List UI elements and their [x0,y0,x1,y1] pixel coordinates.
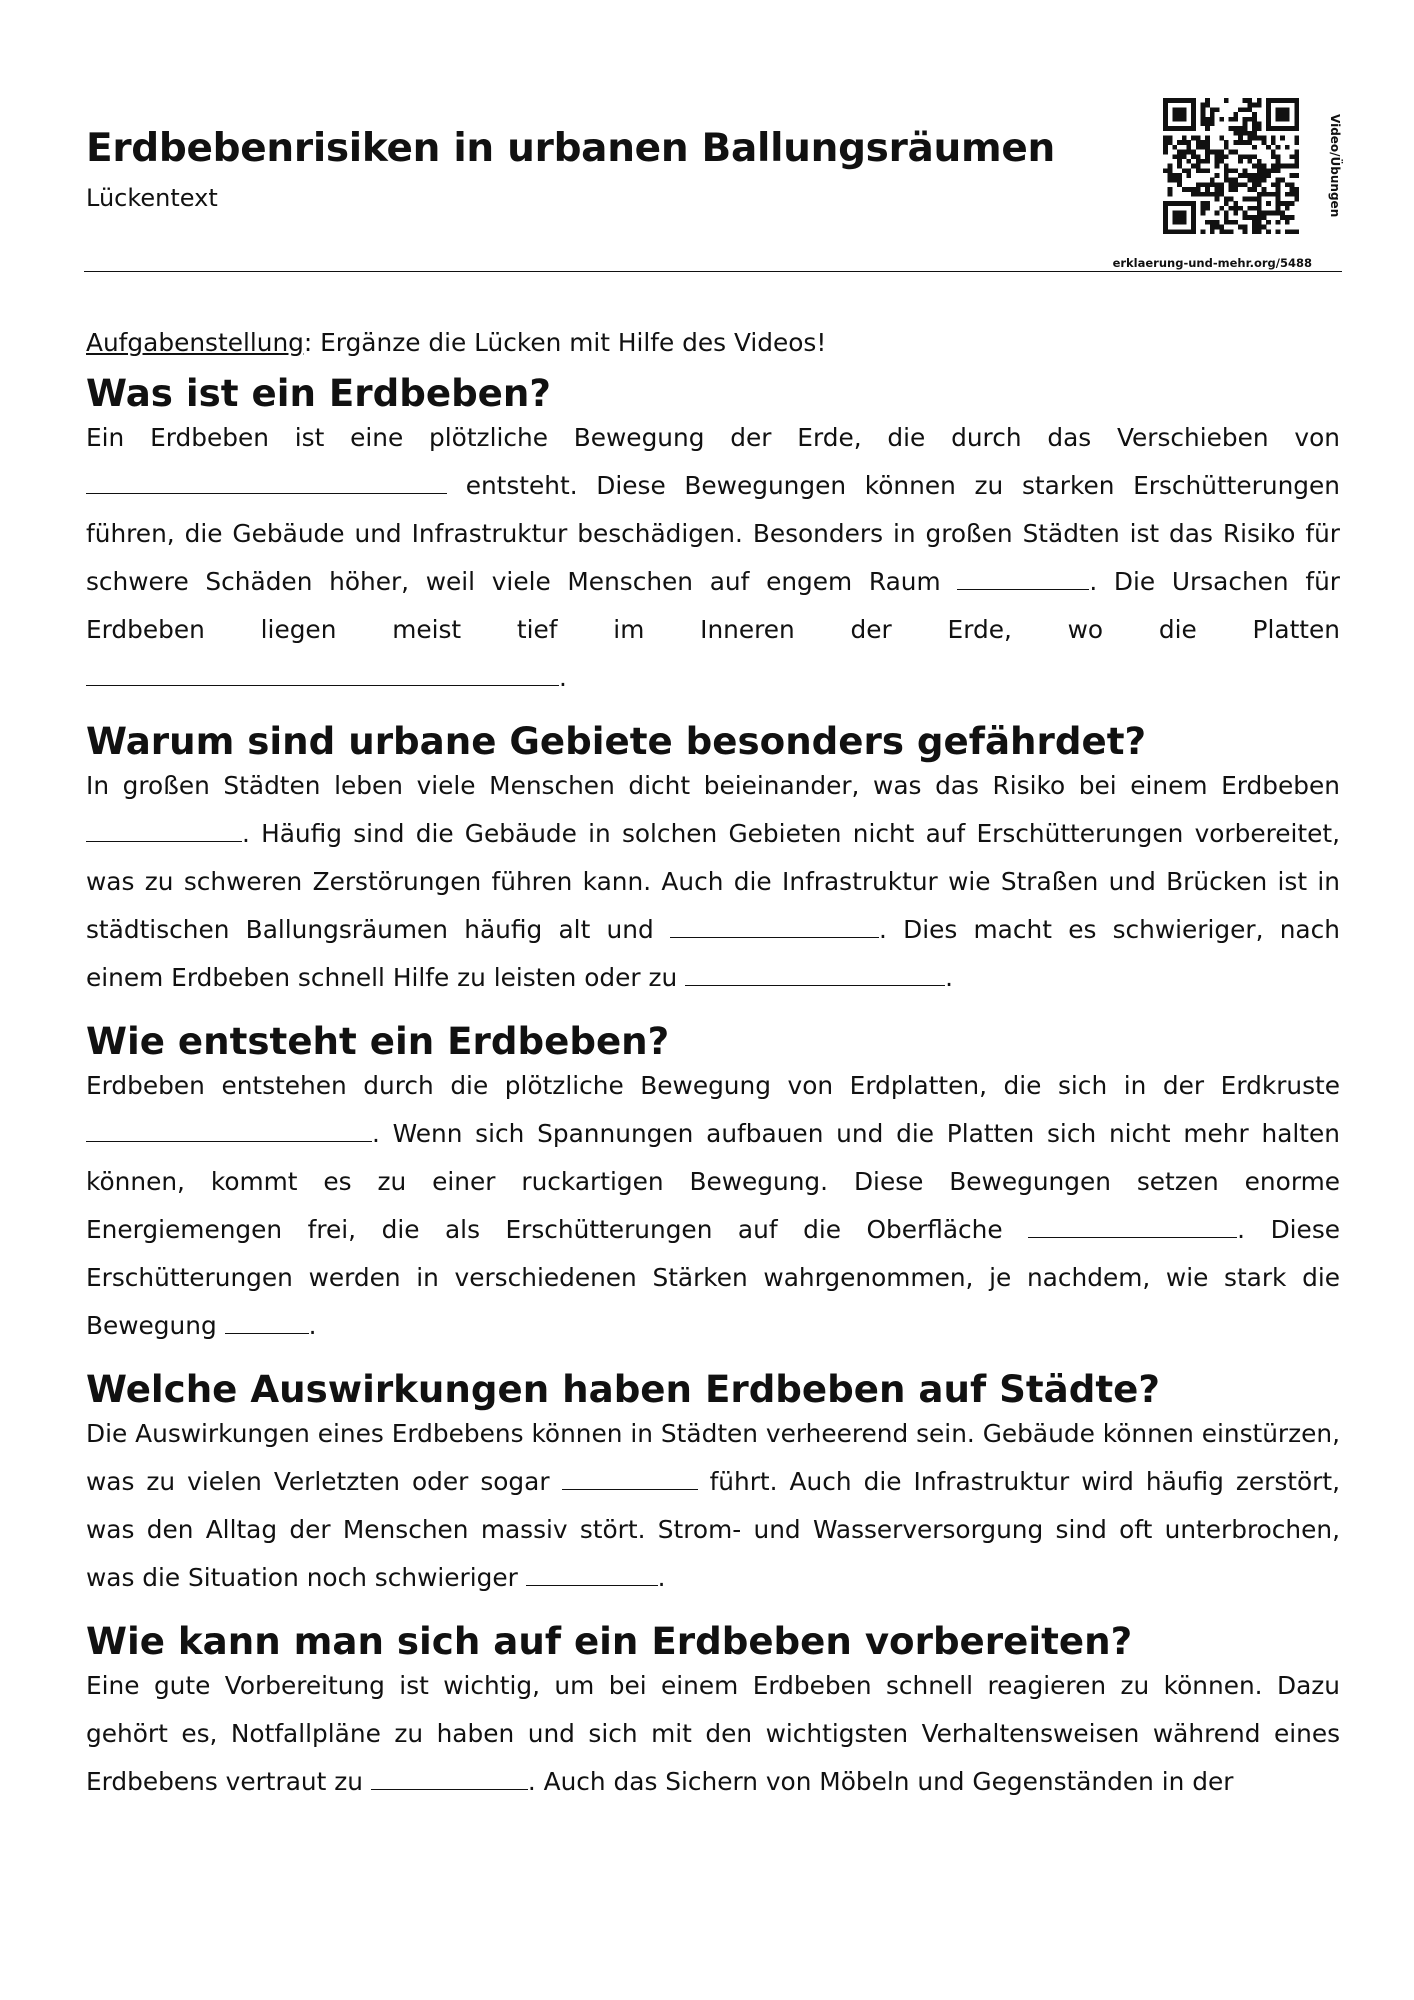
worksheet-content [86,326,1340,1824]
text-segment: . Auch das Sichern von Möbeln und Gegenständen in der [527,1767,1234,1796]
task-label: Aufgabenstellung [86,328,304,357]
gap-blank[interactable] [957,565,1089,590]
section-text [86,414,1340,702]
text-segment: . [308,1311,317,1340]
gap-blank[interactable] [1028,1213,1237,1238]
section-text [86,762,1340,1002]
section-heading: Was ist ein Erdbeben? [86,371,551,415]
text-segment: Die Auswirkungen eines Erdbebens können in Städten verheerend sein. Gebäude können einstürzen, was zu vielen Verletzten oder sogar [86,1419,1340,1496]
section-heading: Wie entsteht ein Erdbeben? [86,1019,670,1063]
section-text [86,1662,1340,1806]
section-text [86,1410,1340,1602]
text-segment: . [559,663,567,692]
text-segment: Ein Erdbeben ist eine plötzliche Bewegung der Erde, die durch das Verschieben von [86,423,1340,452]
gap-blank[interactable] [670,913,879,938]
text-segment: Erdbeben entstehen durch die plötzliche Bewegung von Erdplatten, die sich in der Erdkruste [86,1071,1340,1100]
text-segment: . Häufig sind die Gebäude in solchen Gebieten nicht auf Erschütterungen vorbereitet, was zu schweren Zerstörungen führen kann. Auch die Infrastruktur wie Straßen und Brücken ist in städtischen Ballungsräumen häufig alt und [86,819,1340,944]
section-heading: Wie kann man sich auf ein Erdbeben vorbereiten? [86,1619,1133,1663]
text-segment: Eine gute Vorbereitung ist wichtig, um bei einem Erdbeben schnell reagieren zu können. Dazu gehört es, Notfallpläne zu haben und sich mit den wichtigsten Verhaltensweisen während eines Erdbebens vertraut zu [86,1671,1340,1796]
gap-blank[interactable] [225,1309,309,1334]
qr-code-icon[interactable] [1163,98,1299,234]
section-text [86,1062,1340,1350]
video-exercises-label: Video/Übungen [1328,114,1342,218]
source-url[interactable]: erklaerung-und-mehr.org/5488 [1112,256,1312,270]
text-segment: führt. Auch die Infrastruktur wird häufig zerstört, was den Alltag der Menschen massiv stört. Strom- und Wasserversorgung sind oft unterbrochen, was die Situation noch schwieriger [86,1467,1340,1592]
gap-blank[interactable] [371,1765,528,1790]
gap-blank[interactable] [562,1465,698,1490]
text-segment: entsteht. Diese Bewegungen können zu starken Erschütterungen führen, die Gebäude und Infrastruktur beschädigen. Besonders in großen Städten ist das Risiko für schwere Schäden höher, weil viele Menschen auf engem Raum [86,471,1340,596]
text-segment: . Dies macht es schwieriger, nach einem Erdbeben schnell Hilfe zu leisten oder zu [86,915,1340,992]
text-segment: . Wenn sich Spannungen aufbauen und die Platten sich nicht mehr halten können, kommt es zu einer ruckartigen Bewegung. Diese Bewegungen setzen enorme Energiemengen frei, die als Erschütterungen auf die Oberfläche [86,1119,1340,1244]
text-segment: . [657,1563,666,1592]
page-title: Erdbebenrisiken in urbanen Ballungsräumen [86,126,1055,171]
task-instruction [86,326,1340,360]
header-divider [84,271,1342,272]
text-segment: In großen Städten leben viele Menschen dicht beieinander, was das Risiko bei einem Erdbeben [86,771,1340,800]
section-heading: Warum sind urbane Gebiete besonders gefährdet? [86,719,1147,763]
gap-blank[interactable] [526,1561,658,1586]
gap-blank[interactable] [86,1117,372,1142]
page-subtitle: Lückentext [86,184,218,212]
gap-blank[interactable] [86,469,447,494]
text-segment: . Die Ursachen für Erdbeben liegen meist tief im Inneren der Erde, wo die Platten [86,567,1340,644]
section-heading: Welche Auswirkungen haben Erdbeben auf Städte? [86,1367,1160,1411]
text-segment: . Diese Erschütterungen werden in verschiedenen Stärken wahrgenommen, je nachdem, wie stark die Bewegung [86,1215,1340,1340]
gap-blank[interactable] [685,961,945,986]
gap-blank[interactable] [86,661,559,686]
task-text: : Ergänze die Lücken mit Hilfe des Videos! [303,328,827,357]
gap-blank[interactable] [86,817,242,842]
text-segment: . [945,963,953,992]
